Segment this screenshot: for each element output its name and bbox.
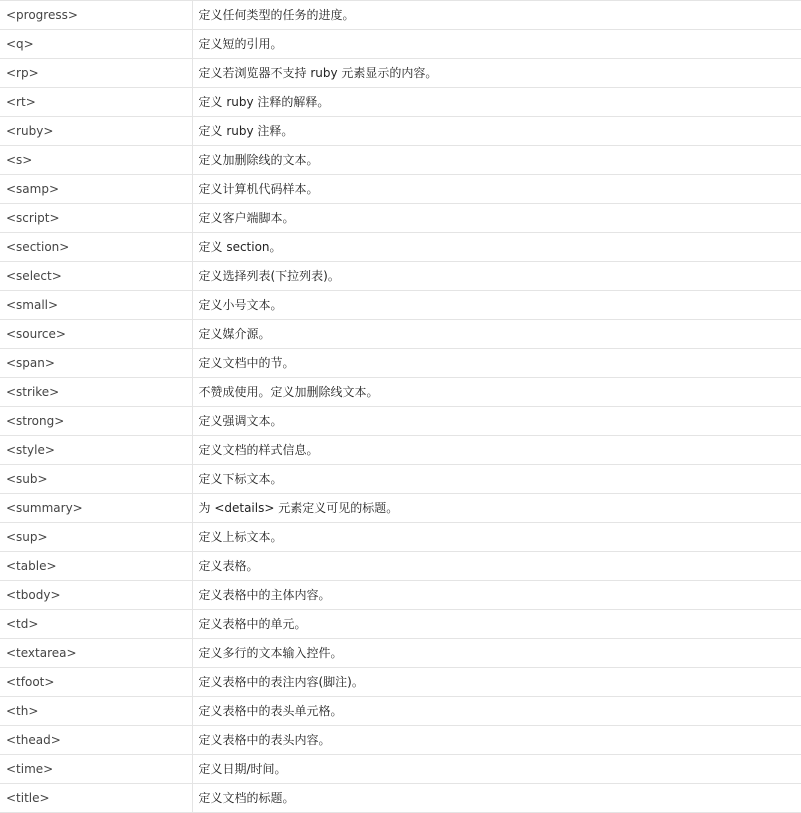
tag-cell: <section> (0, 233, 192, 262)
tag-cell: <sub> (0, 465, 192, 494)
tag-cell: <title> (0, 784, 192, 813)
table-row (0, 755, 801, 784)
table-row (0, 88, 801, 117)
description-cell: 定义表格中的表头单元格。 (192, 697, 801, 726)
table-row (0, 610, 801, 639)
table-row (0, 639, 801, 668)
table-row (0, 117, 801, 146)
description-cell: 定义短的引用。 (192, 30, 801, 59)
table-row (0, 668, 801, 697)
description-cell: 定义上标文本。 (192, 523, 801, 552)
table-row (0, 262, 801, 291)
description-cell: 定义加删除线的文本。 (192, 146, 801, 175)
table-row (0, 320, 801, 349)
tag-cell: <select> (0, 262, 192, 291)
description-cell: 定义计算机代码样本。 (192, 175, 801, 204)
table-row (0, 436, 801, 465)
description-cell: 定义选择列表(下拉列表)。 (192, 262, 801, 291)
tag-cell: <textarea> (0, 639, 192, 668)
tag-cell: <script> (0, 204, 192, 233)
table-row (0, 378, 801, 407)
tag-cell: <rp> (0, 59, 192, 88)
tag-cell: <strike> (0, 378, 192, 407)
tag-cell: <td> (0, 610, 192, 639)
tag-cell: <q> (0, 30, 192, 59)
description-cell: 定义表格中的主体内容。 (192, 581, 801, 610)
description-cell: 定义表格中的表注内容(脚注)。 (192, 668, 801, 697)
table-row (0, 494, 801, 523)
table-row (0, 465, 801, 494)
tag-cell: <thead> (0, 726, 192, 755)
tag-cell: <rt> (0, 88, 192, 117)
tag-cell: <summary> (0, 494, 192, 523)
table-row (0, 581, 801, 610)
description-cell: 定义 section。 (192, 233, 801, 262)
description-cell: 定义表格中的单元。 (192, 610, 801, 639)
tag-cell: <s> (0, 146, 192, 175)
table-row (0, 697, 801, 726)
table-row (0, 552, 801, 581)
description-cell: 定义客户端脚本。 (192, 204, 801, 233)
description-cell: 定义日期/时间。 (192, 755, 801, 784)
description-cell: 不赞成使用。定义加删除线文本。 (192, 378, 801, 407)
tag-cell: <span> (0, 349, 192, 378)
table-body (0, 1, 801, 813)
description-cell: 为 <details> 元素定义可见的标题。 (192, 494, 801, 523)
tag-cell: <ruby> (0, 117, 192, 146)
table-row (0, 407, 801, 436)
description-cell: 定义表格中的表头内容。 (192, 726, 801, 755)
table-row (0, 30, 801, 59)
description-cell: 定义多行的文本输入控件。 (192, 639, 801, 668)
description-cell: 定义文档的样式信息。 (192, 436, 801, 465)
tag-cell: <progress> (0, 1, 192, 30)
table-row (0, 1, 801, 30)
table-row (0, 204, 801, 233)
description-cell: 定义 ruby 注释的解释。 (192, 88, 801, 117)
table-row (0, 233, 801, 262)
table-row (0, 175, 801, 204)
description-cell: 定义下标文本。 (192, 465, 801, 494)
description-cell: 定义若浏览器不支持 ruby 元素显示的内容。 (192, 59, 801, 88)
table-row (0, 784, 801, 813)
tag-cell: <tbody> (0, 581, 192, 610)
description-cell: 定义任何类型的任务的进度。 (192, 1, 801, 30)
table-row (0, 59, 801, 88)
description-cell: 定义 ruby 注释。 (192, 117, 801, 146)
description-cell: 定义媒介源。 (192, 320, 801, 349)
tag-cell: <sup> (0, 523, 192, 552)
description-cell: 定义文档的标题。 (192, 784, 801, 813)
description-cell: 定义强调文本。 (192, 407, 801, 436)
description-cell: 定义小号文本。 (192, 291, 801, 320)
tag-cell: <time> (0, 755, 192, 784)
tag-cell: <table> (0, 552, 192, 581)
table-row (0, 726, 801, 755)
tag-cell: <th> (0, 697, 192, 726)
description-cell: 定义表格。 (192, 552, 801, 581)
tag-cell: <tfoot> (0, 668, 192, 697)
tag-cell: <style> (0, 436, 192, 465)
tag-cell: <samp> (0, 175, 192, 204)
description-cell: 定义文档中的节。 (192, 349, 801, 378)
tag-cell: <source> (0, 320, 192, 349)
table-row (0, 523, 801, 552)
table-row (0, 291, 801, 320)
tag-cell: <small> (0, 291, 192, 320)
tag-cell: <strong> (0, 407, 192, 436)
table-row (0, 146, 801, 175)
table-row (0, 349, 801, 378)
